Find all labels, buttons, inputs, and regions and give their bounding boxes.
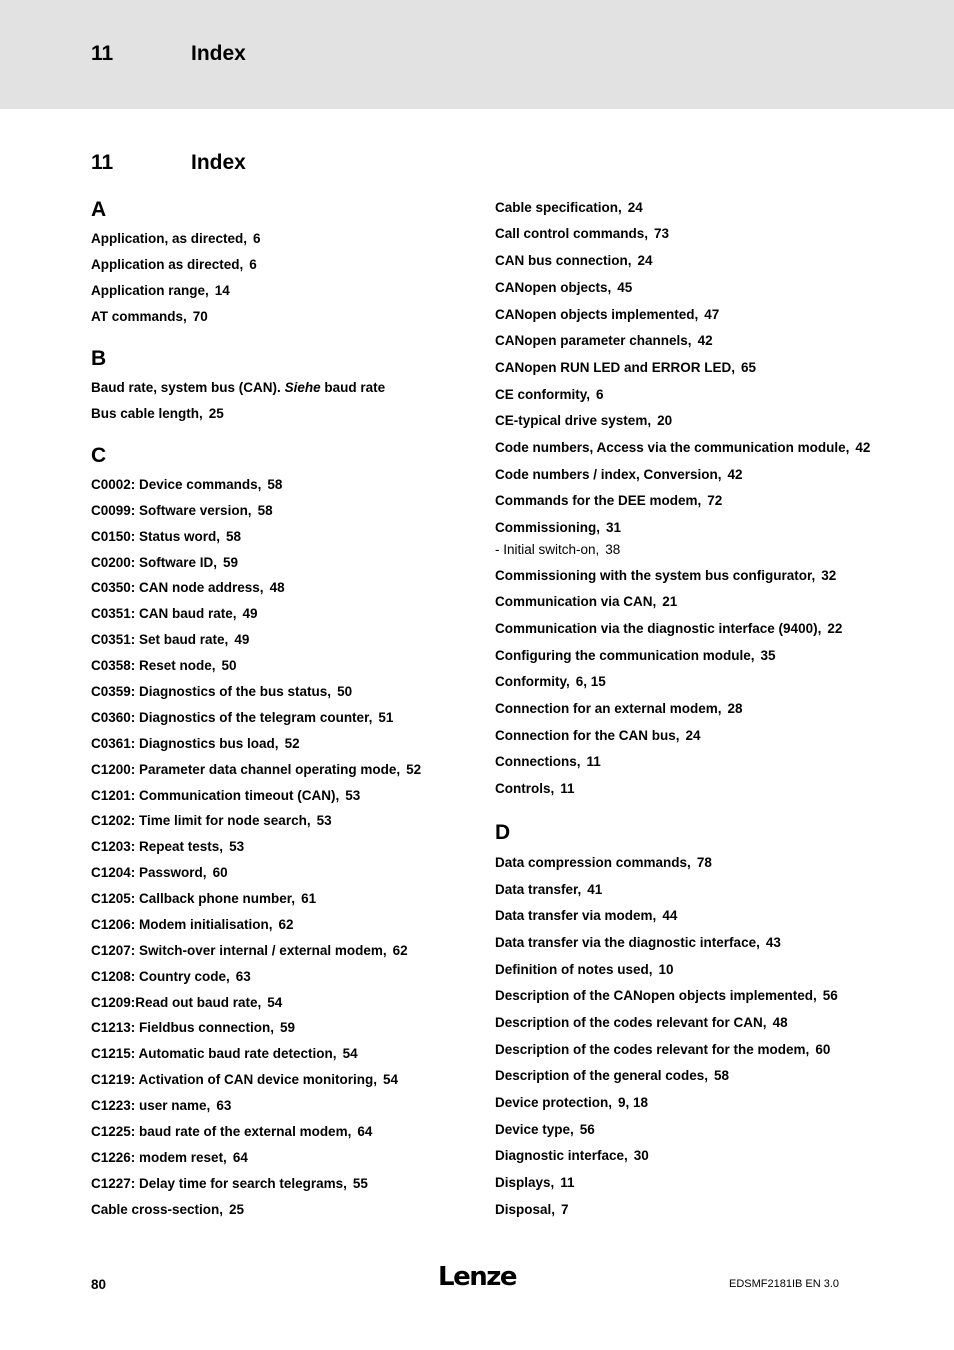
- index-page-ref: 48: [269, 580, 285, 595]
- index-page-ref: 61: [301, 891, 317, 906]
- index-page-ref: 41: [587, 882, 603, 897]
- index-term: C0002: Device commands,: [91, 477, 262, 492]
- index-page-ref: 11: [560, 781, 575, 796]
- index-term: C0359: Diagnostics of the bus status,: [91, 684, 332, 699]
- index-entry: [495, 466, 743, 484]
- index-term: C1227: Delay time for search telegrams,: [91, 1176, 347, 1191]
- index-page-ref: 6: [253, 231, 261, 246]
- index-page-ref: 45: [617, 280, 633, 295]
- index-term: C0099: Software version,: [91, 503, 252, 518]
- index-page-ref: 58: [267, 477, 283, 492]
- index-entry: [495, 881, 602, 899]
- index-term: Diagnostic interface,: [495, 1148, 628, 1163]
- index-term: C1202: Time limit for node search,: [91, 813, 311, 828]
- index-page-ref: 47: [704, 307, 720, 322]
- index-page-ref: 6: [596, 387, 604, 402]
- index-entry: [495, 647, 776, 665]
- index-entry: [495, 567, 836, 585]
- index-page-ref: 51: [378, 710, 394, 725]
- index-page-ref: 31: [606, 520, 622, 535]
- index-entry: [495, 225, 669, 243]
- section-title: Index: [191, 151, 246, 174]
- index-entry: [495, 1174, 575, 1192]
- index-page-ref: 21: [662, 594, 678, 609]
- see-reference-target: baud rate: [324, 380, 386, 395]
- index-entry: [495, 961, 674, 979]
- index-entry: [495, 439, 870, 457]
- index-entry: [495, 1041, 830, 1059]
- index-page-ref: 50: [221, 658, 237, 673]
- index-entry: [91, 761, 421, 779]
- index-term: CANopen RUN LED and ERROR LED,: [495, 360, 736, 375]
- index-page-ref: 54: [383, 1072, 399, 1087]
- index-page-ref: 38: [605, 542, 621, 557]
- index-page-ref: 44: [662, 908, 678, 923]
- index-entry: [495, 907, 677, 925]
- index-entry: [91, 528, 241, 546]
- index-entry: [91, 476, 282, 494]
- index-letter-heading: B: [91, 347, 107, 370]
- index-page-ref: 42: [855, 440, 871, 455]
- index-entry: [495, 1067, 729, 1085]
- index-term: Conformity,: [495, 674, 570, 689]
- index-term: C1226: modem reset,: [91, 1150, 227, 1165]
- index-term: Application range,: [91, 283, 209, 298]
- index-term: CE conformity,: [495, 387, 591, 402]
- index-term: C1205: Callback phone number,: [91, 891, 296, 906]
- index-entry: [91, 812, 332, 830]
- index-term: Data transfer via modem,: [495, 908, 657, 923]
- index-term: Connection for an external modem,: [495, 701, 722, 716]
- index-entry: [495, 620, 842, 638]
- index-term: Application, as directed,: [91, 231, 248, 246]
- index-page-ref: 60: [815, 1042, 831, 1057]
- index-page-ref: 72: [707, 493, 723, 508]
- index-entry: [495, 854, 712, 872]
- index-entry: [91, 787, 360, 805]
- index-term: Definition of notes used,: [495, 962, 653, 977]
- index-term: C1200: Parameter data channel operating mode,: [91, 762, 401, 777]
- index-term: C1208: Country code,: [91, 969, 230, 984]
- index-entry: [91, 838, 244, 856]
- chapter-number: 11: [91, 42, 114, 65]
- index-page-ref: 11: [560, 1175, 575, 1190]
- index-entry: [495, 780, 575, 798]
- index-letter-heading: D: [495, 821, 511, 844]
- index-page-ref: 63: [235, 969, 251, 984]
- index-page-ref: 43: [765, 935, 781, 950]
- index-entry: [91, 502, 273, 520]
- index-term: Connections,: [495, 754, 581, 769]
- index-term: C0360: Diagnostics of the telegram counter,: [91, 710, 373, 725]
- index-page-ref: 78: [696, 855, 712, 870]
- index-term: Description of the codes relevant for CAN,: [495, 1015, 767, 1030]
- index-term: Code numbers, Access via the communication module,: [495, 440, 850, 455]
- index-page-ref: 62: [392, 943, 408, 958]
- index-page-ref: 73: [654, 226, 670, 241]
- index-page-ref: 42: [697, 333, 713, 348]
- index-term: CAN bus connection,: [495, 253, 632, 268]
- index-entry: [91, 605, 258, 623]
- index-page-ref: 54: [342, 1046, 358, 1061]
- index-term: Bus cable length,: [91, 406, 203, 421]
- index-entry: [91, 942, 408, 960]
- index-entry: [495, 492, 722, 510]
- page-number: 80: [91, 1277, 107, 1292]
- index-page-ref: 56: [579, 1122, 595, 1137]
- index-page-ref: 30: [633, 1148, 649, 1163]
- index-entry: [495, 332, 713, 350]
- index-page-ref: 63: [216, 1098, 232, 1113]
- index-term: C1204: Password,: [91, 865, 207, 880]
- index-entry: [91, 631, 249, 649]
- index-page-ref: 7: [561, 1202, 569, 1217]
- index-page-ref: 24: [637, 253, 653, 268]
- index-page-ref: 54: [267, 995, 283, 1010]
- index-term: Commissioning with the system bus configurator,: [495, 568, 816, 583]
- index-term: CANopen objects,: [495, 280, 612, 295]
- index-term: Cable cross-section,: [91, 1202, 224, 1217]
- index-page-ref: 55: [352, 1176, 368, 1191]
- document-id: EDSMF2181IB EN 3.0: [729, 1278, 840, 1290]
- index-term: Commissioning,: [495, 520, 601, 535]
- chapter-header-band: [0, 0, 954, 109]
- index-entry: [91, 1201, 244, 1219]
- index-entry: [91, 230, 261, 248]
- index-page-ref: 65: [741, 360, 757, 375]
- index-page-ref: 9, 18: [618, 1095, 649, 1110]
- index-entry: [91, 1071, 398, 1089]
- index-term: C0350: CAN node address,: [91, 580, 264, 595]
- index-page-ref: 32: [821, 568, 837, 583]
- index-page-ref: 58: [226, 529, 242, 544]
- index-page-ref: 24: [627, 200, 643, 215]
- index-entry: [495, 519, 621, 537]
- index-term: Communication via the diagnostic interface (9400),: [495, 621, 822, 636]
- index-entry: [91, 1175, 368, 1193]
- index-entry: [495, 753, 601, 771]
- index-term: C0150: Status word,: [91, 529, 221, 544]
- index-entry: [91, 1149, 248, 1167]
- index-page-ref: 58: [714, 1068, 730, 1083]
- index-entry: [495, 1201, 569, 1219]
- index-entry: [91, 579, 285, 597]
- index-entry: [91, 256, 257, 274]
- index-page-ref: 62: [278, 917, 294, 932]
- index-entry: [91, 308, 208, 326]
- index-entry: [495, 1094, 648, 1112]
- index-entry: [495, 199, 643, 217]
- index-entry: [91, 1097, 231, 1115]
- index-term: C0200: Software ID,: [91, 555, 218, 570]
- index-term: Connection for the CAN bus,: [495, 728, 680, 743]
- index-page-ref: 24: [685, 728, 701, 743]
- index-entry: [91, 405, 224, 423]
- index-term: C1209:Read out baud rate,: [91, 995, 262, 1010]
- index-page-ref: 28: [727, 701, 743, 716]
- index-page-ref: 20: [657, 413, 673, 428]
- index-term: Disposal,: [495, 1202, 556, 1217]
- index-term: C1215: Automatic baud rate detection,: [91, 1046, 337, 1061]
- index-term: AT commands,: [91, 309, 187, 324]
- index-term: Communication via CAN,: [495, 594, 657, 609]
- index-entry: [495, 987, 838, 1005]
- index-subentry: [495, 541, 620, 559]
- index-entry: [91, 709, 393, 727]
- index-term: Data transfer,: [495, 882, 582, 897]
- index-term: CANopen objects implemented,: [495, 307, 699, 322]
- index-page-ref: 64: [357, 1124, 373, 1139]
- index-entry: [91, 1019, 295, 1037]
- index-entry: [495, 252, 653, 270]
- index-entry: [495, 593, 677, 611]
- index-term: Code numbers / index, Conversion,: [495, 467, 722, 482]
- index-page-ref: 48: [772, 1015, 788, 1030]
- index-term: C1207: Switch-over internal / external modem,: [91, 943, 387, 958]
- index-entry: [495, 673, 606, 691]
- index-entry: [91, 968, 251, 986]
- index-page-ref: 52: [406, 762, 422, 777]
- index-page-ref: 25: [208, 406, 224, 421]
- index-page-ref: 49: [242, 606, 258, 621]
- section-number: 11: [91, 151, 114, 174]
- index-page-ref: 59: [223, 555, 239, 570]
- index-entry: [495, 700, 743, 718]
- index-term: C1223: user name,: [91, 1098, 211, 1113]
- index-term: Data compression commands,: [495, 855, 691, 870]
- index-entry: [91, 1123, 372, 1141]
- index-entry: [91, 994, 282, 1012]
- see-reference-marker: Siehe: [284, 380, 321, 395]
- index-term: C1213: Fieldbus connection,: [91, 1020, 275, 1035]
- index-term: C0358: Reset node,: [91, 658, 216, 673]
- chapter-title: Index: [191, 42, 246, 65]
- index-entry: [91, 379, 385, 397]
- index-entry: [91, 916, 294, 934]
- index-term: Baud rate, system bus (CAN).: [91, 380, 281, 395]
- index-page-ref: 53: [345, 788, 361, 803]
- index-term: C1206: Modem initialisation,: [91, 917, 273, 932]
- index-page-ref: 35: [760, 648, 776, 663]
- index-term: Displays,: [495, 1175, 555, 1190]
- index-term: Device protection,: [495, 1095, 613, 1110]
- index-entry: [91, 1045, 358, 1063]
- index-term: C0351: CAN baud rate,: [91, 606, 237, 621]
- index-entry: [91, 864, 228, 882]
- index-entry: [91, 735, 300, 753]
- index-entry: [495, 306, 719, 324]
- index-page-ref: 10: [658, 962, 674, 977]
- index-page-ref: 50: [337, 684, 353, 699]
- index-entry: [495, 934, 781, 952]
- index-term: C0361: Diagnostics bus load,: [91, 736, 279, 751]
- index-term: C1219: Activation of CAN device monitoring,: [91, 1072, 378, 1087]
- index-page-ref: 53: [316, 813, 332, 828]
- index-term: C1201: Communication timeout (CAN),: [91, 788, 340, 803]
- index-page-ref: 6, 15: [575, 674, 606, 689]
- index-entry: [91, 890, 316, 908]
- index-term: Device type,: [495, 1122, 574, 1137]
- index-entry: [495, 727, 701, 745]
- index-page-ref: 22: [827, 621, 843, 636]
- index-page-ref: 70: [192, 309, 208, 324]
- index-page-ref: 59: [280, 1020, 296, 1035]
- index-page-ref: 42: [727, 467, 743, 482]
- index-term: Description of the CANopen objects implemented,: [495, 988, 817, 1003]
- index-entry: [495, 359, 756, 377]
- index-term: C1225: baud rate of the external modem,: [91, 1124, 352, 1139]
- index-term: Commands for the DEE modem,: [495, 493, 702, 508]
- index-page-ref: 52: [284, 736, 300, 751]
- index-page-ref: 58: [257, 503, 273, 518]
- index-term: - Initial switch-on,: [495, 542, 600, 557]
- index-entry: [91, 282, 230, 300]
- index-term: Configuring the communication module,: [495, 648, 755, 663]
- lenze-logo: Lenze: [438, 1262, 516, 1292]
- index-entry: [495, 1014, 788, 1032]
- index-page-ref: 14: [214, 283, 230, 298]
- index-page-ref: 11: [586, 754, 601, 769]
- index-term: C1203: Repeat tests,: [91, 839, 224, 854]
- index-term: Application as directed,: [91, 257, 244, 272]
- index-letter-heading: C: [91, 444, 107, 467]
- index-entry: [495, 1147, 649, 1165]
- index-entry: [495, 1121, 595, 1139]
- index-entry: [495, 279, 632, 297]
- index-term: Call control commands,: [495, 226, 649, 241]
- index-page-ref: 53: [229, 839, 245, 854]
- index-page-ref: 64: [232, 1150, 248, 1165]
- index-term: CANopen parameter channels,: [495, 333, 692, 348]
- index-term: Description of the general codes,: [495, 1068, 709, 1083]
- index-term: Data transfer via the diagnostic interface,: [495, 935, 760, 950]
- index-page-ref: 49: [234, 632, 250, 647]
- index-entry: [91, 554, 238, 572]
- index-term: C0351: Set baud rate,: [91, 632, 229, 647]
- index-term: CE-typical drive system,: [495, 413, 652, 428]
- index-letter-heading: A: [91, 198, 107, 221]
- index-page-ref: 56: [822, 988, 838, 1003]
- index-entry: [495, 412, 672, 430]
- index-term: Controls,: [495, 781, 555, 796]
- index-page-ref: 25: [229, 1202, 245, 1217]
- index-term: Cable specification,: [495, 200, 622, 215]
- index-page-ref: 6: [249, 257, 257, 272]
- index-page-ref: 60: [212, 865, 228, 880]
- index-entry: [91, 657, 237, 675]
- index-entry: [91, 683, 352, 701]
- index-term: Description of the codes relevant for the modem,: [495, 1042, 810, 1057]
- index-entry: [495, 386, 604, 404]
